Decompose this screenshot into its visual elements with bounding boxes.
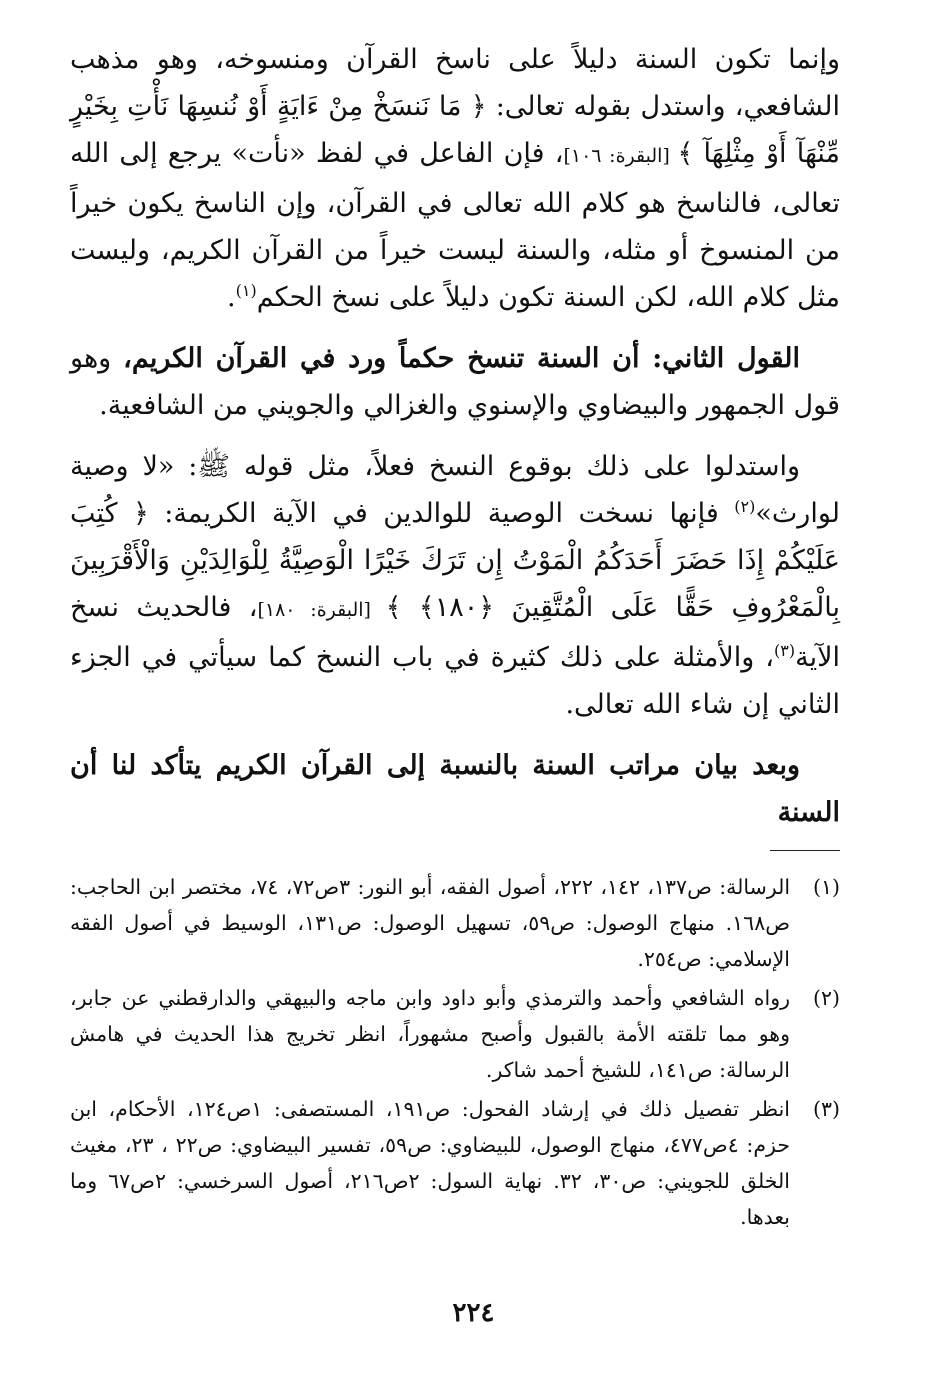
footnote-3-number: (٣) <box>812 1097 840 1121</box>
quran-verse-1: ﴿ مَا نَنسَخْ مِنْ ءَايَةٍ أَوْ نُنسِهَا نَأْتِ بِخَيْرٍ مِّنْهَآ أَوْ مِثْلِهَآ ﴾ <box>70 91 840 169</box>
paragraph-1-text-b: ، فإن الفاعل في لفظ «نأت» يرجع إلى الله تعالى، فالناسخ هو كلام الله تعالى في القرآن، وإن الناسخ يكون خيراً من المنسوخ أو مثله، والسنة ليست خيراً من القرآن الكريم، وليست مثل كلام الله، لكن السنة تكون دليلاً على نسخ الحكم <box>70 138 840 313</box>
footnote-1-number: (١) <box>812 875 840 899</box>
footnote-separator <box>770 850 840 851</box>
footnote-2 <box>70 980 840 1088</box>
quran-verse-2: ﴿ كُتِبَ عَلَيْكُمْ إِذَا حَضَرَ أَحَدَكُمُ الْمَوْتُ إِن تَرَكَ خَيْرًا الْوَصِيَّةُ لِلْوَالِدَيْنِ وَالْأَقْرَبِينَ بِالْمَعْرُوفِ حَقًّا عَلَى الْمُتَّقِينَ ﴿١٨٠﴾ ﴾ <box>70 498 840 623</box>
paragraph-3-text-b: فإنها نسخت الوصية للوالدين في الآية الكريمة: <box>148 498 735 529</box>
footnote-3-text: انظر تفصيل ذلك في إرشاد الفحول: ص١٩١، المستصفى: ١ص١٢٤، الأحكام، ابن حزم: ٤ص٤٧٧، منهاج الوصول، للبيضاوي: ص٥٩، تفسير البيضاوي: ص٢٢ ، ٢٣، مغيث الخلق للجويني: ص٣٠، ٣٢. نهاية السول: ٢ص٢١٦، أصول السرخسي: ٢ص٦٧ وما بعدها. <box>70 1097 790 1229</box>
paragraph-4 <box>70 742 840 836</box>
paragraph-1-text-c: . <box>227 282 236 313</box>
footnote-marker-3[interactable]: (٣) <box>774 641 796 660</box>
second-opinion-heading: القول الثاني: أن السنة تنسخ حكماً ورد في القرآن الكريم، <box>123 343 800 374</box>
paragraph-2 <box>70 335 840 429</box>
footnote-2-number: (٢) <box>812 986 840 1010</box>
page-number: ٢٢٤ <box>452 1298 495 1328</box>
verse-reference-2: [البقرة: ١٨٠] <box>257 599 386 621</box>
footnote-1-text: الرسالة: ص١٣٧، ١٤٢، ٢٢٢، أصول الفقه، أبو النور: ٣ص٧٢، ٧٤، مختصر ابن الحاجب: ص١٦٨. منهاج الوصول: ص٥٩، تسهيل الوصول: ص١٣١، الوسيط في أصول الفقه الإسلامي: ص٢٥٤. <box>70 875 791 971</box>
paragraph-4-text: وبعد بيان مراتب السنة بالنسبة إلى القرآن الكريم يتأكد لنا أن السنة <box>70 750 840 828</box>
footnote-2-text: رواه الشافعي وأحمد والترمذي وأبو داود وابن ماجه والبيهقي والدارقطني عن جابر، وهو مما تلقته الأمة بالقبول وأصبح مشهوراً، انظر تخريج هذا الحديث في هامش الرسالة: ص١٤١، للشيخ أحمد شاكر. <box>70 986 790 1082</box>
paragraph-3-text-c: ، فالحديث نسخ الآية <box>70 592 840 673</box>
paragraph-3-text-a: واستدلوا على ذلك بوقوع النسخ فعلاً، مثل قوله ﷺ: «لا وصية لوارث» <box>70 451 840 529</box>
paragraph-3-text-d: ، والأمثلة على ذلك كثيرة في باب النسخ كما سيأتي في الجزء الثاني إن شاء الله تعالى. <box>70 642 840 720</box>
paragraph-1-text-a: وإنما تكون السنة دليلاً على ناسخ القرآن ومنسوخه، وهو مذهب الشافعي، واستدل بقوله تعالى: <box>70 44 840 122</box>
footnote-marker-1[interactable]: (١) <box>235 281 257 300</box>
page-body <box>70 36 840 1238</box>
paragraph-1 <box>70 36 840 321</box>
footnotes <box>70 869 840 1235</box>
paragraph-2-text: وهو قول الجمهور والبيضاوي والإسنوي والغزالي والجويني من الشافعية. <box>70 343 840 421</box>
verse-reference-1: [البقرة: ١٠٦] <box>563 145 678 167</box>
footnote-1 <box>70 869 840 977</box>
footnote-marker-2[interactable]: (٢) <box>734 497 756 516</box>
paragraph-3 <box>70 443 840 728</box>
footnote-3 <box>70 1091 840 1235</box>
